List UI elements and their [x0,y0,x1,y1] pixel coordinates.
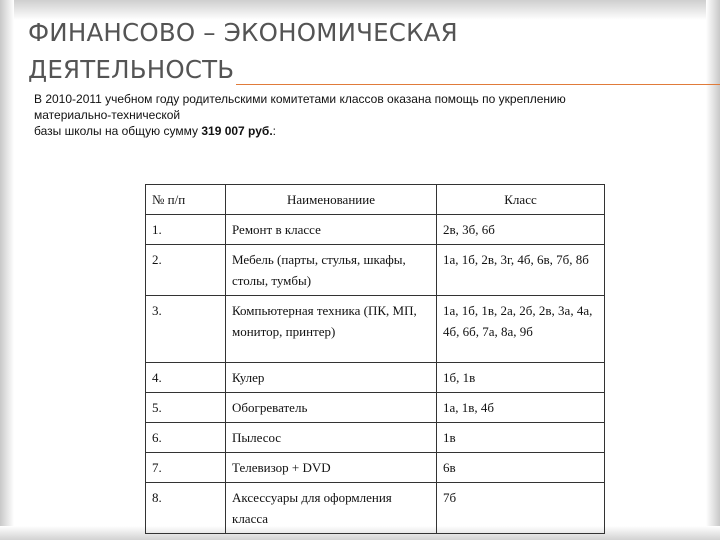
row-number: 6. [146,423,226,453]
table-row [146,245,605,296]
intro-amount: 319 007 руб. [201,124,273,138]
row-classes: 6в [437,453,605,483]
slide-title-line-1: ФИНАНСОВО – ЭКОНОМИЧЕСКАЯ [28,18,458,47]
row-number: 4. [146,363,226,393]
table-row [146,423,605,453]
row-name: Аксессуары для оформления класса [226,483,437,534]
row-classes: 1а, 1б, 2в, 3г, 4б, 6в, 7б, 8б [437,245,605,296]
row-classes: 1а, 1б, 1в, 2а, 2б, 2в, 3а, 4а, 4б, 6б, 7а, 8а, 9б [437,296,605,363]
row-classes: 7б [437,483,605,534]
row-name: Телевизор + DVD [226,453,437,483]
table-row [146,393,605,423]
row-name: Кулер [226,363,437,393]
table-row [146,296,605,363]
row-classes: 2в, 3б, 6б [437,215,605,245]
row-name: Ремонт в классе [226,215,437,245]
row-number: 8. [146,483,226,534]
table-header-row [146,185,605,215]
row-name: Пылесос [226,423,437,453]
row-name: Компьютерная техника (ПК, МП, монитор, принтер) [226,296,437,363]
intro-text [34,91,694,139]
row-number: 1. [146,215,226,245]
header-class: Класс [437,185,605,215]
intro-line-3 [34,123,694,139]
row-classes: 1б, 1в [437,363,605,393]
slide-left-shadow [0,0,14,540]
row-name: Обогреватель [226,393,437,423]
table-row [146,215,605,245]
table-row [146,483,605,534]
table-row [146,363,605,393]
row-name: Мебель (парты, стулья, шкафы, столы, тумбы) [226,245,437,296]
row-number: 2. [146,245,226,296]
slide-title [28,14,458,88]
row-classes: 1в [437,423,605,453]
intro-line-1: В 2010-2011 учебном году родительскими комитетами классов оказана помощь по укреплению [34,92,566,106]
row-number: 7. [146,453,226,483]
title-underline [236,84,720,85]
slide-title-line-2: ДЕЯТЕЛЬНОСТЬ [28,55,235,84]
intro-line-2: материально-технической [34,108,181,122]
assistance-table [145,184,605,534]
slide-right-shadow [706,0,720,540]
row-classes: 1а, 1в, 4б [437,393,605,423]
table-row [146,453,605,483]
intro-line-3-text: базы школы на общую сумму [34,124,202,138]
row-number: 3. [146,296,226,363]
row-number: 5. [146,393,226,423]
header-name: Наименованиие [226,185,437,215]
header-number: № п/п [146,185,226,215]
intro-suffix: : [272,124,276,138]
